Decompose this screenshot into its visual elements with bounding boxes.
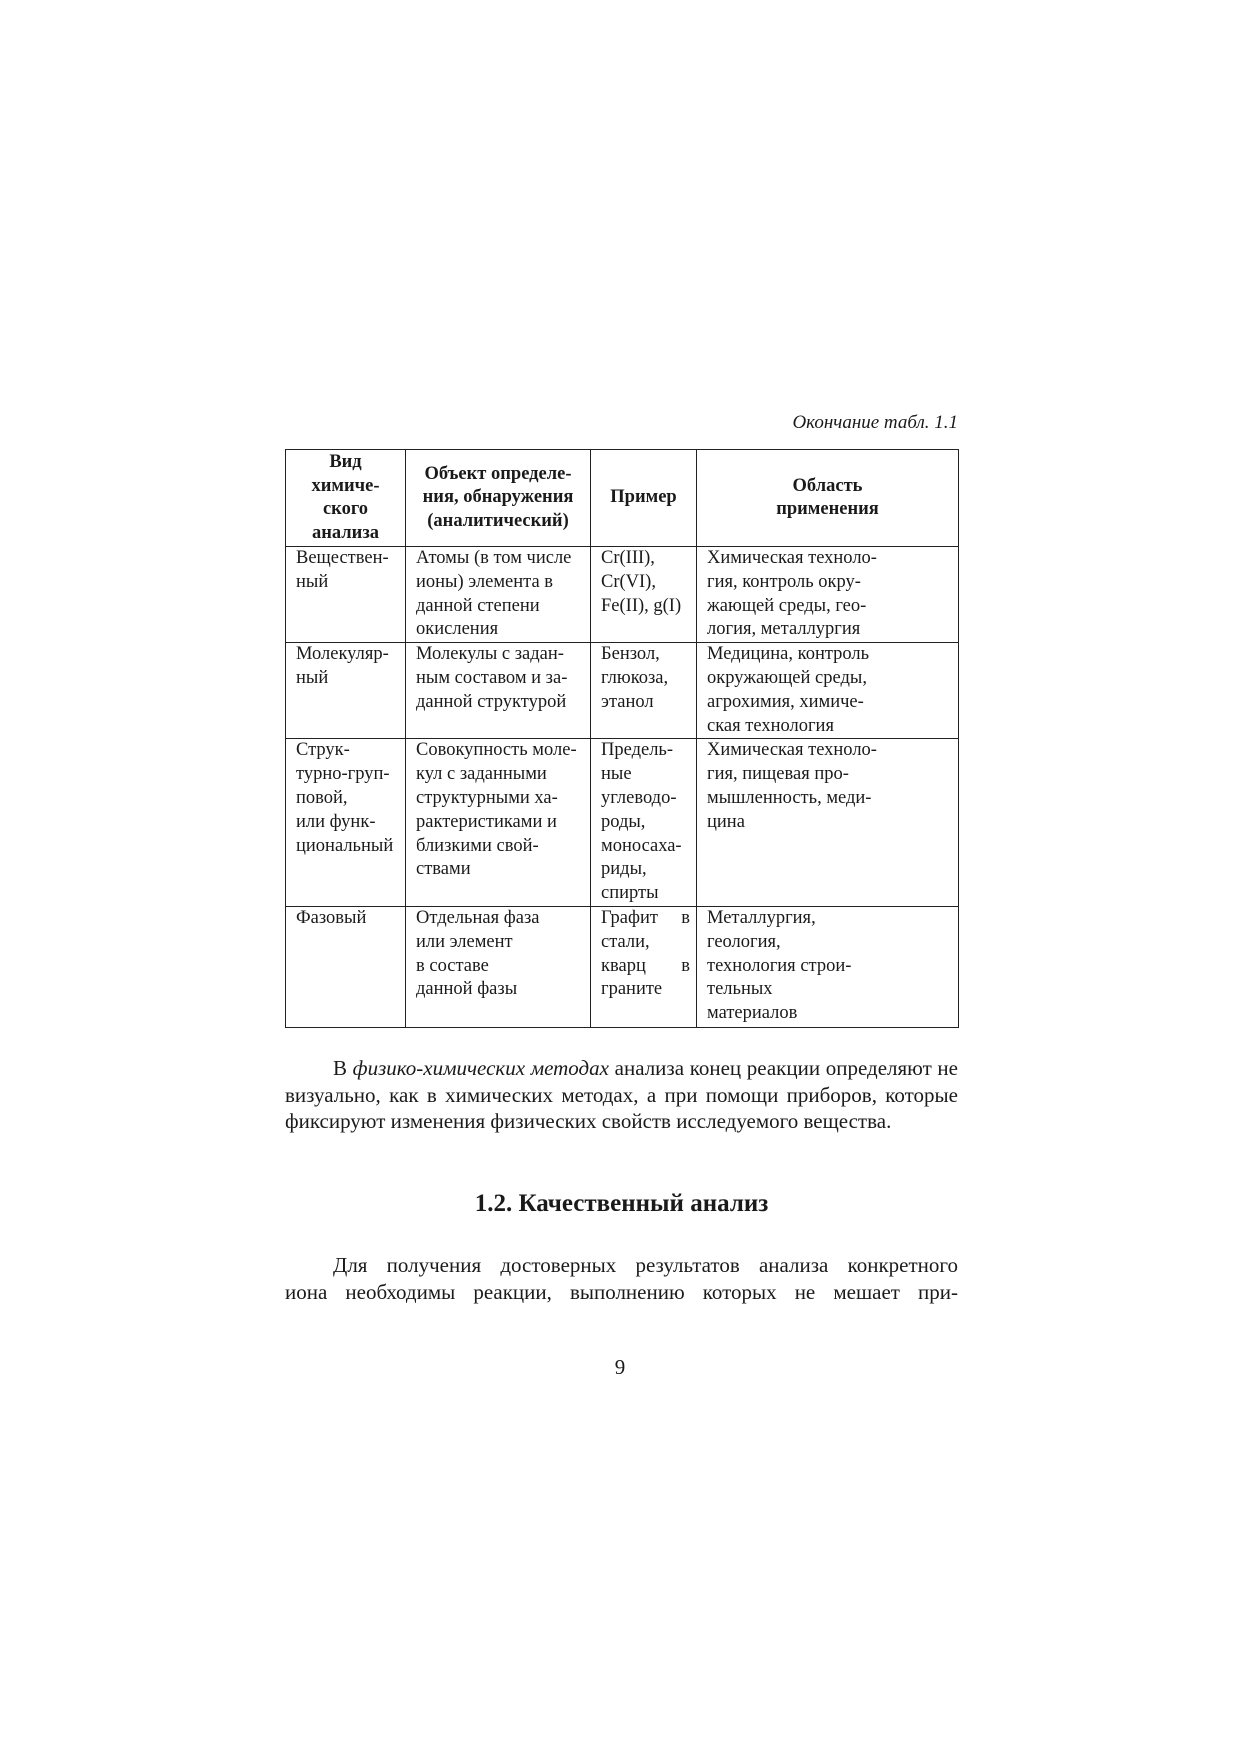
- example-line: Графит в: [601, 907, 690, 928]
- paragraph-line: иона необходимы реакции, выполнению которых не мешает при-: [285, 1279, 958, 1304]
- cell-type: Молекуляр- ный: [286, 643, 406, 739]
- table-header-row: [286, 450, 959, 547]
- paragraph-physicochemical-methods: В физико-химических методах анализа конец реакции определяют не визуально, как в химических методах, а при помощи приборов, которые фиксируют изменения физических свойств исследуемого вещества.: [285, 1056, 958, 1133]
- paragraph-qualitative-analysis: [285, 1252, 958, 1305]
- cell-type: Струк- турно-груп- повой, или функ- циональный: [286, 739, 406, 907]
- example-line: стали,: [601, 931, 650, 952]
- cell-object: Молекулы с задан- ным составом и за- данной структурой: [406, 643, 591, 739]
- example-line: кварц в: [601, 955, 690, 976]
- cell-application: Химическая техноло- гия, контроль окру- жающей среды, гео- логия, металлургия: [697, 547, 959, 643]
- cell-type: Веществен- ный: [286, 547, 406, 643]
- cell-application: Медицина, контроль окружающей среды, агрохимия, химиче- ская технология: [697, 643, 959, 739]
- table-row: [286, 906, 959, 1027]
- analysis-types-table: [285, 449, 959, 1028]
- cell-object: Совокупность моле- кул с заданными структурными ха- рактеристиками и близкими свой- ствами: [406, 739, 591, 907]
- cell-application: Химическая техноло- гия, пищевая про- мышленность, меди- цина: [697, 739, 959, 907]
- section-heading: 1.2. Качественный анализ: [474, 1190, 769, 1217]
- header-application: Область применения: [697, 450, 959, 547]
- paragraph-line: Для получения достоверных результатов анализа конкретного: [333, 1253, 958, 1277]
- cell-object: Атомы (в том числе ионы) элемента в данной степени окисления: [406, 547, 591, 643]
- cell-example: Бензол, глюкоза, этанол: [591, 643, 697, 739]
- table-row: [286, 643, 959, 739]
- header-object: Объект определе- ния, обнаружения (аналитический): [406, 450, 591, 547]
- header-analysis-type: Вид химиче- ского анализа: [286, 450, 406, 547]
- table-row: [286, 547, 959, 643]
- emphasis-term: физико-химических методах: [352, 1056, 609, 1080]
- example-line: граните: [601, 979, 663, 1000]
- table-row: [286, 739, 959, 907]
- cell-type: Фазовый: [286, 906, 406, 1027]
- table-caption: Окончание табл. 1.1: [792, 412, 958, 433]
- page-number: 9: [614, 1355, 626, 1379]
- header-example: Пример: [591, 450, 697, 547]
- cell-example: Cr(III), Cr(VI), Fe(II), g(I): [591, 547, 697, 643]
- cell-application: Металлургия, геология, технология строи- тельных материалов: [697, 906, 959, 1027]
- cell-example: [591, 906, 697, 1027]
- cell-example: Предель- ные углеводо- роды, моносаха- риды, спирты: [591, 739, 697, 907]
- cell-object: Отдельная фаза или элемент в составе данной фазы: [406, 906, 591, 1027]
